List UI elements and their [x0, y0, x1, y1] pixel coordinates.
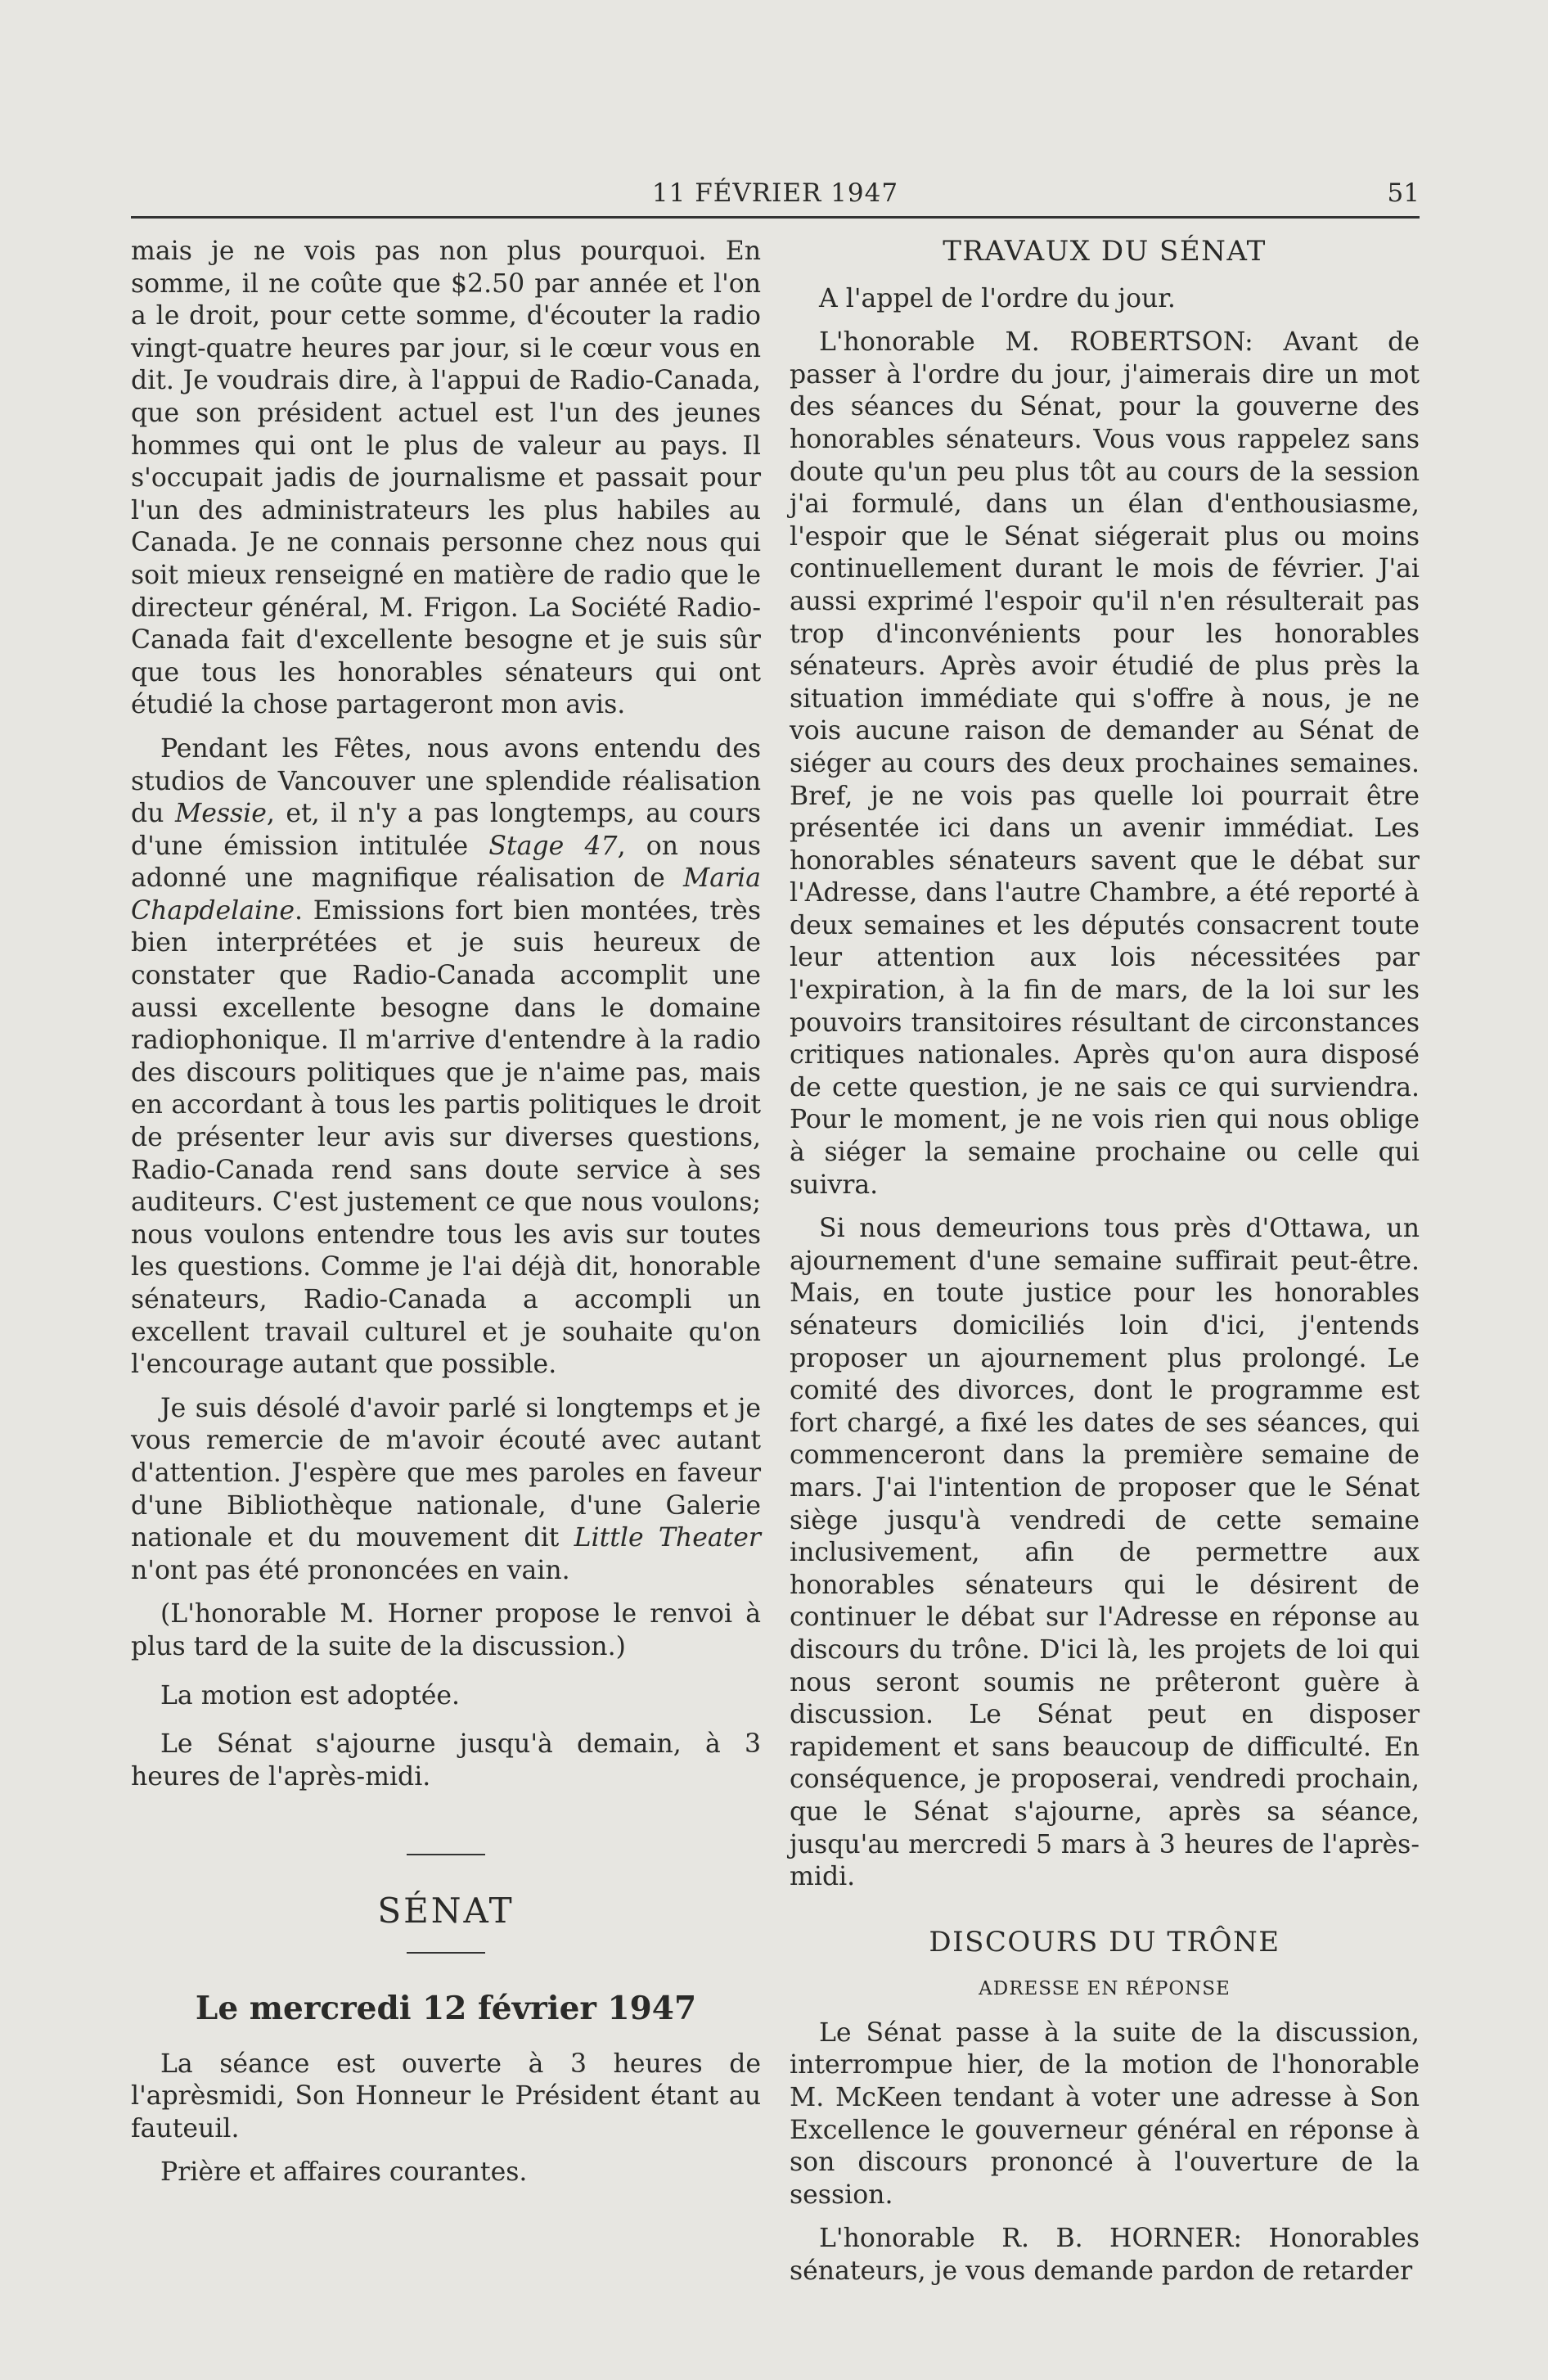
text-run: . Emissions fort bien montées, très bien interprétées et je suis heureux de constater que Radio-Canada accomplit une aussi excellente besogne dans le domaine radiophonique. Il m'arrive d'entendre à la radio des discours politiques que je n'aime pas, mais en accordant à tous les partis politiques le droit de présenter leur avis sur diverses questions, Radio-Canada rend sans doute service à ses auditeurs. C'est justement ce que nous voulons; nous voulons entendre tous les avis sur toutes les questions. Comme je l'ai déjà dit, honorable sénateurs, Radio-Canada a accompli un excellent travail culturel et je souhaite qu'on l'encourage autant que possible. — [131, 895, 761, 1380]
text-run: n'ont pas été prononcées en vain. — [131, 1555, 570, 1585]
page-number: 51 — [1387, 178, 1420, 208]
section-title: DISCOURS DU TRÔNE — [929, 1925, 1280, 1959]
work-title-messie: Messie — [174, 799, 267, 829]
paragraph: Prière et affaires courantes. — [160, 2157, 528, 2188]
paragraph: mais je ne vois pas non plus pourquoi. En somme, il ne coûte que $2.50 par année et l'on a le droit, pour cette somme, d'écouter la radio vingt-quatre heures par jour, si le cœur vous en dit. Je voudrais dire, à l'appui de Radio-Canada, que son président actuel est l'un des jeunes hommes qui ont le plus de valeur au pays. Il s'occupait jadis de journalisme et passait pour l'un des administrateurs les plus habiles au Canada. Je ne connais personne chez nous qui soit mieux renseigné en matière de radio que le directeur général, M. Frigon. La Société Radio-Canada fait d'excellente besogne et je suis sûr que tous les honorables sénateurs qui ont étudié la chose partageront mon avis. — [131, 237, 761, 720]
paragraph: Si nous demeurions tous près d'Ottawa, un ajournement d'une semaine suffirait peut-être. Mais, en toute justice pour les honorables sénateurs domiciliés loin d'ici, j'entends proposer un ajournement plus prolongé. Le comité des divorces, dont le programme est fort chargé, a fixé les dates de ses séances, qui commenceront dans la première semaine de mars. J'ai l'intention de proposer que le Sénat siège jusqu'à vendredi de cette semaine inclusivement, afin de permettre aux honorables sénateurs qui le désirent de continuer le débat sur l'Adresse en réponse au discours du trône. D'ici là, les projets de loi qui nous seront soumis ne prêteront guère à discussion. Le Sénat peut en disposer rapidement et sans beaucoup de difficulté. En conséquence, je proposerai, vendredi prochain, que le Sénat s'ajourne, après sa séance, jusqu'au mercredi 5 mars à 3 heures de l'après-midi. — [790, 1214, 1420, 1892]
paragraph: A l'appel de l'ordre du jour. — [819, 283, 1176, 313]
separator-rule — [407, 1952, 485, 1954]
paragraph: Le Sénat passe à la suite de la discussion, interrompue hier, de la motion de l'honorable M. McKeen tendant à voter une adresse à Son Excellence le gouverneur général en réponse à son discours prononcé à l'ouverture de la session. — [790, 2017, 1420, 2210]
text-run: , on nous adonné une magnifique réalisation de — [131, 831, 762, 894]
left-column — [131, 236, 761, 2201]
senat-heading-block — [131, 1854, 761, 2025]
section-subtitle: ADRESSE EN RÉPONSE — [979, 1978, 1231, 2000]
senat-title: SÉNAT — [377, 1891, 515, 1931]
work-title-maria-chapdelaine: Maria Chapdelaine — [131, 863, 761, 926]
paragraph: (L'honorable M. Horner propose le renvoi à plus tard de la suite de la discussion.) — [131, 1599, 761, 1661]
text-run: , et, il n'y a pas longtemps, au cours d'une émission intitulée — [131, 799, 761, 861]
text-run: : Avant de passer à l'ordre du jour, j'aimerais dire un mot des séances du Sénat, pour la gouverne des honorables sénateurs. Vous vous rappelez sans doute qu'un peu plus tôt au cours de la session j'ai formulé, dans un élan d'enthousiasme, l'espoir que le Sénat siégerait plus ou moins continuellement durant le mois de février. J'ai aussi exprimé l'espoir qu'il n'en résulterait pas trop d'inconvénients pour les honorables sénateurs. Après avoir étudié de plus près la situation immédiate qui s'offre à nous, je ne vois aucune raison de demander au Sénat de siéger au cours des deux prochaines semaines. Bref, je ne vois pas quelle loi pourrait être présentée ici dans un avenir immédiat. Les honorables sénateurs savent que le débat sur l'Adresse, dans l'autre Chambre, a été reporté à deux semaines et les députés consacrent toute leur attention aux lois nécessitées par l'expiration, à la fin de mars, de la loi sur les pouvoirs transitoires résultant de circonstances critiques nationales. Après qu'on aura disposé de cette question, je ne sais ce qui surviendra. Pour le moment, je ne vois rien qui nous oblige à siéger la semaine prochaine ou celle qui suivra. — [790, 327, 1420, 1200]
paragraph — [790, 2223, 1420, 2288]
paragraph — [131, 733, 761, 1382]
paragraph — [131, 1393, 761, 1588]
speaker-name: L'honorable M. ROBERTSON — [819, 327, 1245, 358]
text-run: Je suis désolé d'avoir parlé si longtemps et je vous remercie de m'avoir écouté avec autant d'attention. J'espère que mes paroles en faveur d'une Bibliothèque nationale, d'une Galerie nationale et du mouvement dit — [131, 1393, 761, 1553]
section-title: TRAVAUX DU SÉNAT — [943, 235, 1267, 268]
sitting-date-title: Le mercredi 12 février 1947 — [195, 1989, 697, 2027]
right-column — [790, 236, 1420, 2300]
paragraph: La séance est ouverte à 3 heures de l'aprèsmidi, Son Honneur le Président étant au fauteuil. — [131, 2049, 761, 2143]
work-title-stage-47: Stage 47 — [488, 831, 618, 861]
paragraph: La motion est adoptée. — [160, 1680, 461, 1711]
work-title-little-theater: Little Theater — [574, 1523, 761, 1553]
paragraph — [790, 327, 1420, 1201]
text-run: Pendant les Fêtes, nous avons entendu des studios de Vancouver une splendide réalisation du — [131, 733, 761, 829]
speaker-name: L'honorable R. B. HORNER — [819, 2224, 1234, 2254]
paragraph: Le Sénat s'ajourne jusqu'à demain, à 3 heures de l'après-midi. — [131, 1729, 761, 1792]
running-header — [131, 178, 1420, 219]
header-date: 11 FÉVRIER 1947 — [651, 178, 899, 208]
text-run: : Honorables sénateurs, je vous demande pardon de retarder — [790, 2224, 1420, 2287]
separator-rule — [407, 1854, 485, 1855]
